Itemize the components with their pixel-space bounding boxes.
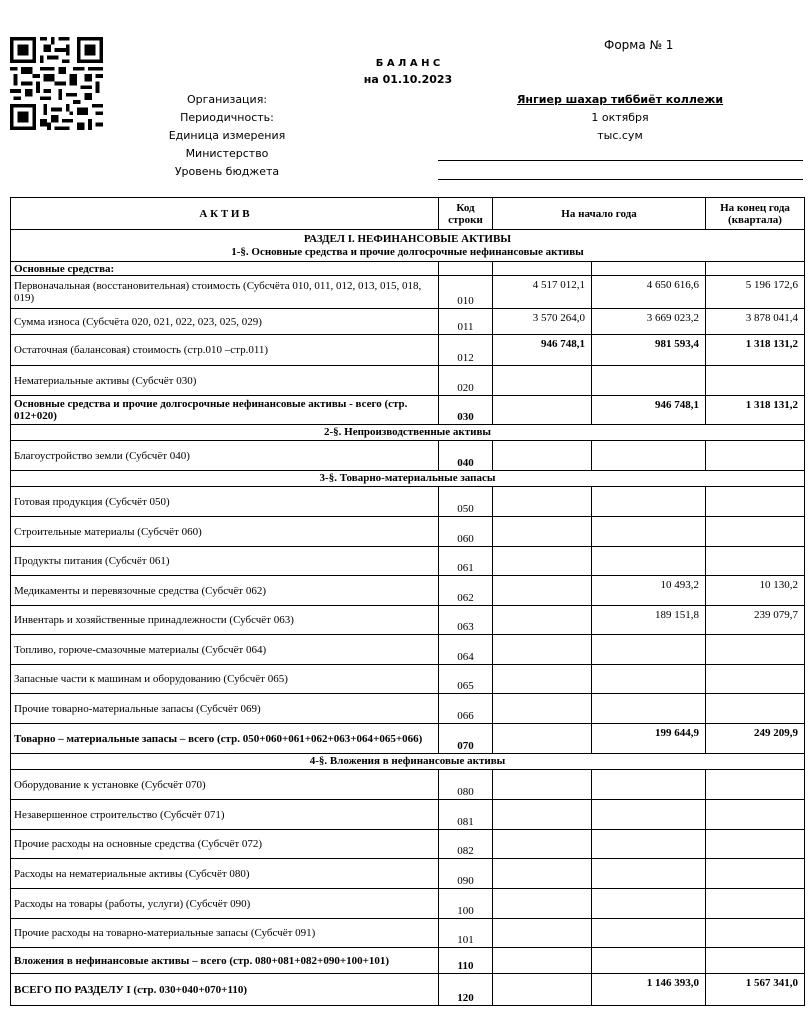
row-value-start-2: 4 650 616,6 [592,276,706,309]
periodicity-value: 1 октября [591,111,649,124]
row-code: 040 [439,441,493,471]
row-value-end: 3 878 041,4 [706,309,805,335]
row-value-end [706,859,805,889]
row-code: 010 [439,276,493,309]
qr-code-image [10,37,103,130]
row-value-start-1 [493,606,592,635]
label-unit: Единица измерения [168,129,286,142]
row-value-start-1 [493,441,592,471]
table-row [11,859,805,889]
table-header-row [11,198,805,230]
row-value-start-2 [592,694,706,724]
row-value-start-1: 946 748,1 [493,335,592,366]
row-value-end [706,889,805,919]
row-value-end: 5 196 172,6 [706,276,805,309]
table-row [11,724,805,754]
row-value-start-1 [493,948,592,974]
row-value-end: 1 567 341,0 [706,974,805,1006]
document-title: Б А Л А Н С [375,58,441,69]
row-value-start-1 [493,830,592,859]
row-value-start-2 [592,547,706,576]
row-value-start-1 [493,974,592,1006]
row-value-start-1 [493,724,592,754]
row-value-start-2: 946 748,1 [592,396,706,425]
row-value-end [706,770,805,800]
label-organization: Организация: [186,93,268,106]
col-header-start: На начало года [493,198,706,230]
row-value-start-2 [592,919,706,948]
row-label: Незавершенное строительство (Субсчёт 071) [11,800,439,830]
row-value-start-1 [493,919,592,948]
table-row [11,800,805,830]
table-row [11,889,805,919]
row-value-start-2: 3 669 023,2 [592,309,706,335]
row-code: 082 [439,830,493,859]
balance-table [10,197,805,1006]
row-value-start-2: 10 493,2 [592,576,706,606]
table-row [11,547,805,576]
table-row [11,974,805,1006]
document-date: на 01.10.2023 [363,73,453,86]
row-code: 100 [439,889,493,919]
row-value-start-2 [592,366,706,396]
row-value-start-1 [493,859,592,889]
row-value-start-1 [493,889,592,919]
row-code: 120 [439,974,493,1006]
row-code: 064 [439,635,493,665]
row-label: Первоначальная (восстановительная) стоимость (Субсчёта 010, 011, 012, 013, 015, 018, 019) [11,276,439,309]
row-value-start-2 [592,487,706,517]
row-value-end: 249 209,9 [706,724,805,754]
col-header-end: На конец года (квартала) [706,198,805,230]
row-value-start-1: 3 570 264,0 [493,309,592,335]
table-row [11,694,805,724]
row-code: 020 [439,366,493,396]
table-row [11,770,805,800]
row-label: Прочие товарно-материальные запасы (Субсчёт 069) [11,694,439,724]
row-code: 065 [439,665,493,694]
section-row [11,754,805,770]
row-value-start-2 [592,830,706,859]
row-value-start-2 [592,800,706,830]
row-label: Нематериальные активы (Субсчёт 030) [11,366,439,396]
row-value-start-1 [493,770,592,800]
row-value-start-2 [592,859,706,889]
row-code: 030 [439,396,493,425]
table-row [11,276,805,309]
row-value-start-1 [493,517,592,547]
row-label: ВСЕГО ПО РАЗДЕЛУ I (стр. 030+040+070+110) [11,974,439,1006]
section-row [11,471,805,487]
row-code: 066 [439,694,493,724]
budget-level-line [438,179,803,180]
section-row [11,425,805,441]
row-value-start-2 [592,441,706,471]
row-value-end [706,948,805,974]
table-row [11,635,805,665]
table-row [11,396,805,425]
row-label: Расходы на товары (работы, услуги) (Субсчёт 090) [11,889,439,919]
row-value-start-1: 4 517 012,1 [493,276,592,309]
row-code: 101 [439,919,493,948]
row-value-start-1 [493,665,592,694]
table-row [11,309,805,335]
row-value-end [706,366,805,396]
row-value-start-2: 981 593,4 [592,335,706,366]
table-row [11,576,805,606]
row-code: 081 [439,800,493,830]
subsection-title: 1-§. Основные средства и прочие долгосрочные нефинансовые активы [231,245,584,258]
table-row [11,441,805,471]
fixed-assets-label: Основные средства: [11,262,439,276]
row-label: Остаточная (балансовая) стоимость (стр.010 –стр.011) [11,335,439,366]
row-value-end [706,441,805,471]
table-row [11,606,805,635]
col-header-activ: А К Т И В [11,198,439,230]
row-value-start-1 [493,694,592,724]
row-value-end: 1 318 131,2 [706,335,805,366]
row-code: 012 [439,335,493,366]
row-code: 061 [439,547,493,576]
row-value-start-2 [592,889,706,919]
row-label: Товарно – материальные запасы – всего (стр. 050+060+061+062+063+064+065+066) [11,724,439,754]
table-row [11,948,805,974]
row-value-start-1 [493,366,592,396]
row-label: Продукты питания (Субсчёт 061) [11,547,439,576]
row-label: Медикаменты и перевязочные средства (Субсчёт 062) [11,576,439,606]
row-value-end [706,800,805,830]
row-label: Основные средства и прочие долгосрочные нефинансовые активы - всего (стр. 012+020) [11,396,439,425]
row-value-end [706,919,805,948]
row-value-start-2: 1 146 393,0 [592,974,706,1006]
subsection-title: 2-§. Непроизводственные активы [11,425,805,441]
row-value-start-1 [493,547,592,576]
organization-value: Янгиер шахар тиббиёт коллежи [516,93,724,106]
table-row [11,830,805,859]
row-value-end [706,517,805,547]
form-number: Форма № 1 [604,38,674,52]
row-code: 050 [439,487,493,517]
row-value-end: 239 079,7 [706,606,805,635]
row-value-start-2: 189 151,8 [592,606,706,635]
ministry-line [438,160,803,161]
row-code: 062 [439,576,493,606]
row-code: 090 [439,859,493,889]
label-ministry: Министерство [185,147,269,160]
subheader-row [11,262,805,276]
row-value-start-2 [592,517,706,547]
row-label: Топливо, горюче-смазочные материалы (Субсчёт 064) [11,635,439,665]
table-row [11,665,805,694]
row-value-start-1 [493,576,592,606]
row-code: 060 [439,517,493,547]
row-value-end [706,487,805,517]
label-periodicity: Периодичность: [180,111,274,124]
col-header-code: Код строки [439,198,493,230]
row-label: Оборудование к установке (Субсчёт 070) [11,770,439,800]
row-label: Благоустройство земли (Субсчёт 040) [11,441,439,471]
row-code: 063 [439,606,493,635]
row-value-start-1 [493,800,592,830]
row-value-start-1 [493,635,592,665]
row-label: Вложения в нефинансовые активы – всего (стр. 080+081+082+090+100+101) [11,948,439,974]
row-code: 080 [439,770,493,800]
row-label: Прочие расходы на основные средства (Субсчёт 072) [11,830,439,859]
row-value-end [706,830,805,859]
section-row [11,230,805,262]
row-value-start-1 [493,487,592,517]
table-row [11,366,805,396]
subsection-title: 4-§. Вложения в нефинансовые активы [11,754,805,770]
row-value-end [706,665,805,694]
label-budget-level: Уровень бюджета [174,165,280,178]
subsection-title: 3-§. Товарно-материальные запасы [11,471,805,487]
row-value-start-2 [592,665,706,694]
row-value-start-1 [493,396,592,425]
row-value-end [706,694,805,724]
row-value-start-2: 199 644,9 [592,724,706,754]
row-value-start-2 [592,770,706,800]
row-value-end: 1 318 131,2 [706,396,805,425]
row-label: Готовая продукция (Субсчёт 050) [11,487,439,517]
row-value-end [706,635,805,665]
table-row [11,335,805,366]
row-value-end: 10 130,2 [706,576,805,606]
row-value-start-2 [592,635,706,665]
row-code: 011 [439,309,493,335]
row-value-start-2 [592,948,706,974]
section-title: РАЗДЕЛ I. НЕФИНАНСОВЫЕ АКТИВЫ [303,232,512,245]
table-row [11,517,805,547]
unit-value: тыс.сум [597,129,643,142]
row-label: Запасные части к машинам и оборудованию (Субсчёт 065) [11,665,439,694]
row-label: Расходы на нематериальные активы (Субсчёт 080) [11,859,439,889]
row-value-end [706,547,805,576]
row-label: Прочие расходы на товарно-материальные запасы (Субсчёт 091) [11,919,439,948]
row-label: Инвентарь и хозяйственные принадлежности (Субсчёт 063) [11,606,439,635]
row-label: Строительные материалы (Субсчёт 060) [11,517,439,547]
row-label: Сумма износа (Субсчёта 020, 021, 022, 023, 025, 029) [11,309,439,335]
table-row [11,487,805,517]
table-row [11,919,805,948]
row-code: 070 [439,724,493,754]
row-code: 110 [439,948,493,974]
